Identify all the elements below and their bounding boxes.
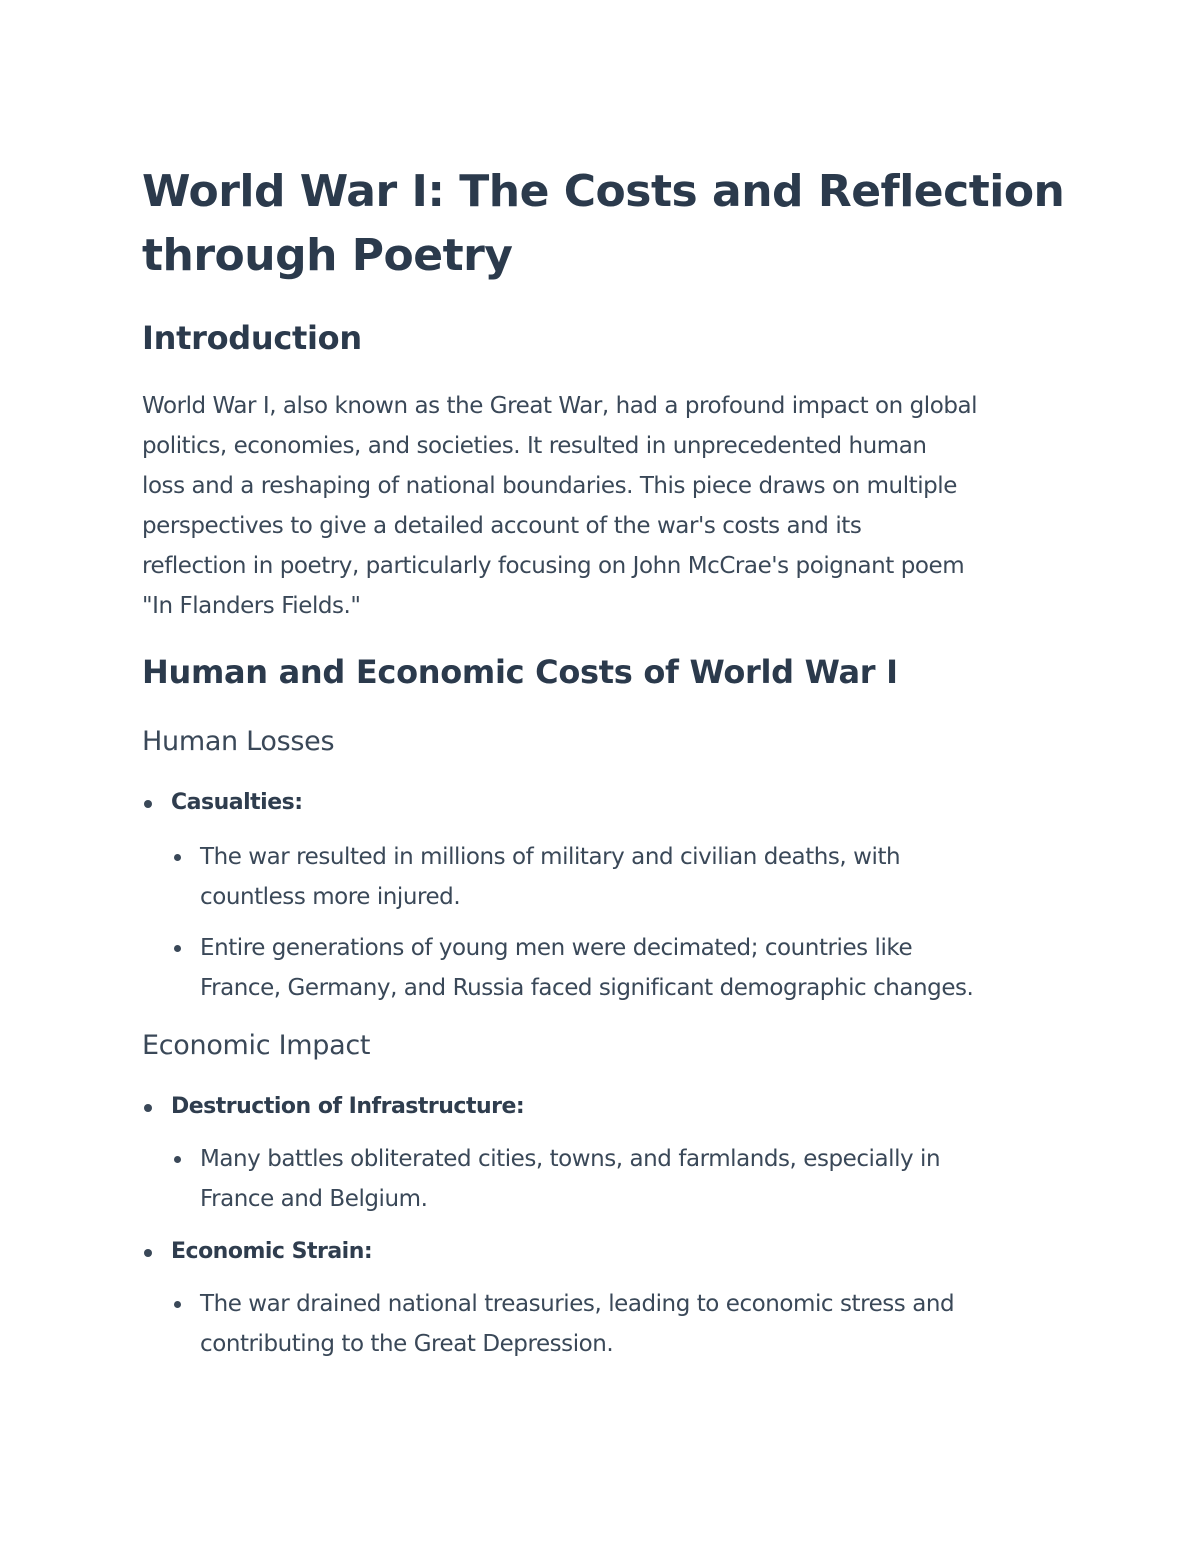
bullet-icon — [174, 945, 181, 952]
introduction-paragraph — [142, 386, 1062, 626]
casualties-sub-line: countless more injured. — [200, 884, 461, 910]
bullet-icon — [144, 1104, 152, 1112]
casualties-label: Casualties: — [171, 790, 303, 815]
page-title-line-2: through Poetry — [142, 230, 513, 281]
bullet-icon — [174, 854, 181, 861]
introduction-line: reflection in poetry, particularly focusing on John McCrae's poignant poem — [142, 553, 965, 579]
casualties-sub-line: The war resulted in millions of military and civilian deaths, with — [200, 844, 901, 870]
casualties-sub-line: France, Germany, and Russia faced significant demographic changes. — [200, 975, 974, 1001]
casualties-sub-line: Entire generations of young men were decimated; countries like — [200, 935, 913, 961]
strain-sub-text — [200, 1284, 1060, 1364]
bullet-icon — [174, 1156, 181, 1163]
strain-sub-line: contributing to the Great Depression. — [200, 1331, 614, 1357]
economic-impact-heading: Economic Impact — [142, 1030, 371, 1061]
bullet-icon — [144, 800, 152, 808]
destruction-sub-text — [200, 1139, 1060, 1219]
introduction-line: politics, economies, and societies. It resulted in unprecedented human — [142, 433, 927, 459]
introduction-line: loss and a reshaping of national boundaries. This piece draws on multiple — [142, 473, 957, 499]
page-title — [142, 160, 1065, 288]
page-title-line-1: World War I: The Costs and Reflection — [142, 166, 1065, 217]
bullet-icon — [174, 1301, 181, 1308]
human-losses-heading: Human Losses — [142, 726, 335, 757]
introduction-line: perspectives to give a detailed account of the war's costs and its — [142, 513, 862, 539]
bullet-icon — [144, 1249, 152, 1257]
strain-label: Economic Strain: — [171, 1239, 373, 1264]
destruction-sub-line: France and Belgium. — [200, 1186, 428, 1212]
introduction-line: "In Flanders Fields." — [142, 593, 361, 619]
costs-heading: Human and Economic Costs of World War I — [142, 653, 898, 691]
destruction-label: Destruction of Infrastructure: — [171, 1094, 525, 1119]
casualties-sub-text — [200, 928, 1060, 1008]
strain-sub-line: The war drained national treasuries, leading to economic stress and — [200, 1291, 955, 1317]
introduction-line: World War I, also known as the Great War, had a profound impact on global — [142, 393, 978, 419]
introduction-heading: Introduction — [142, 319, 362, 357]
destruction-sub-line: Many battles obliterated cities, towns, and farmlands, especially in — [200, 1146, 941, 1172]
casualties-sub-text — [200, 837, 1060, 917]
